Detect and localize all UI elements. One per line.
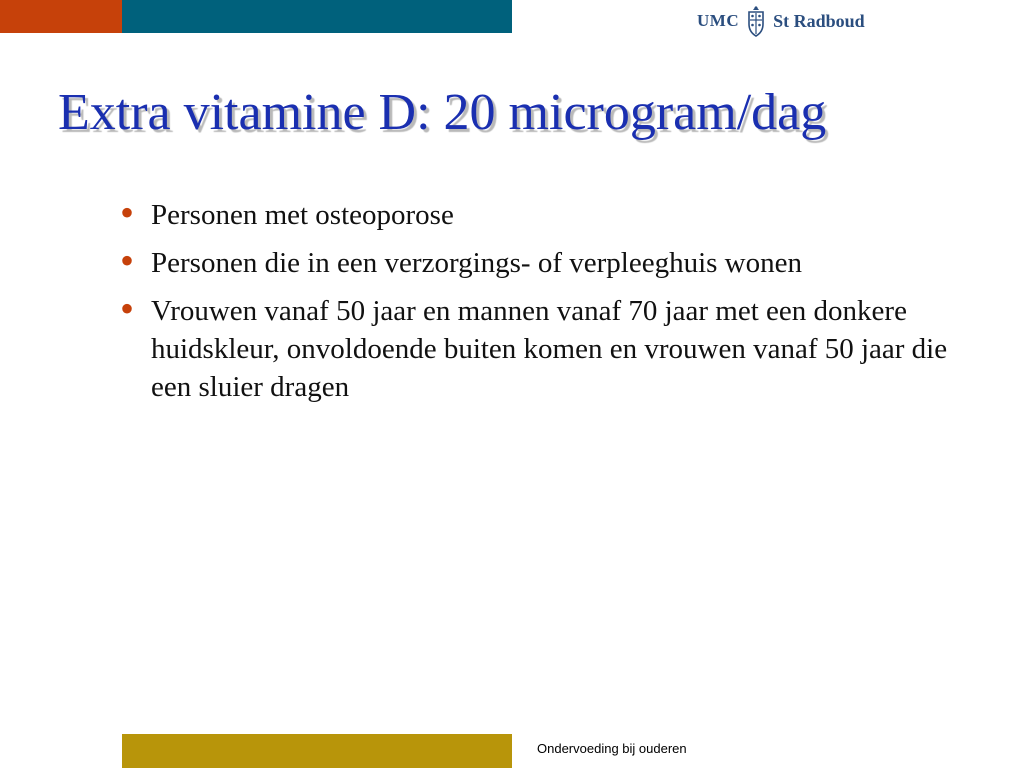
bullet-text: Personen die in een verzorgings- of verpleeghuis wonen: [151, 247, 802, 279]
bullet-list: [118, 190, 948, 416]
logo-right-text: St Radboud: [773, 10, 865, 31]
bullet-item: [118, 238, 948, 283]
bullet-item: [118, 190, 948, 235]
slide-title: Extra vitamine D: 20 microgram/dag: [58, 84, 827, 141]
crest-icon: [745, 4, 767, 38]
footer-bar-gold: [122, 734, 512, 768]
bullet-dot-icon: •: [120, 286, 135, 331]
bullet-text: Vrouwen vanaf 50 jaar en mannen vanaf 70 jaar met een donkere huidskleur, onvoldoende buiten komen en vrouwen vanaf 50 jaar die een sluier dragen: [151, 295, 948, 403]
logo-left-text: UMC: [697, 11, 740, 30]
umc-logo: [697, 2, 865, 40]
footer-text: Ondervoeding bij ouderen: [537, 741, 687, 756]
header-bar-orange: [0, 0, 122, 33]
bullet-item: [118, 286, 948, 406]
bullet-text: Personen met osteoporose: [151, 199, 454, 231]
header-bar-teal: [122, 0, 512, 33]
bullet-dot-icon: •: [120, 190, 135, 235]
bullet-dot-icon: •: [120, 238, 135, 283]
